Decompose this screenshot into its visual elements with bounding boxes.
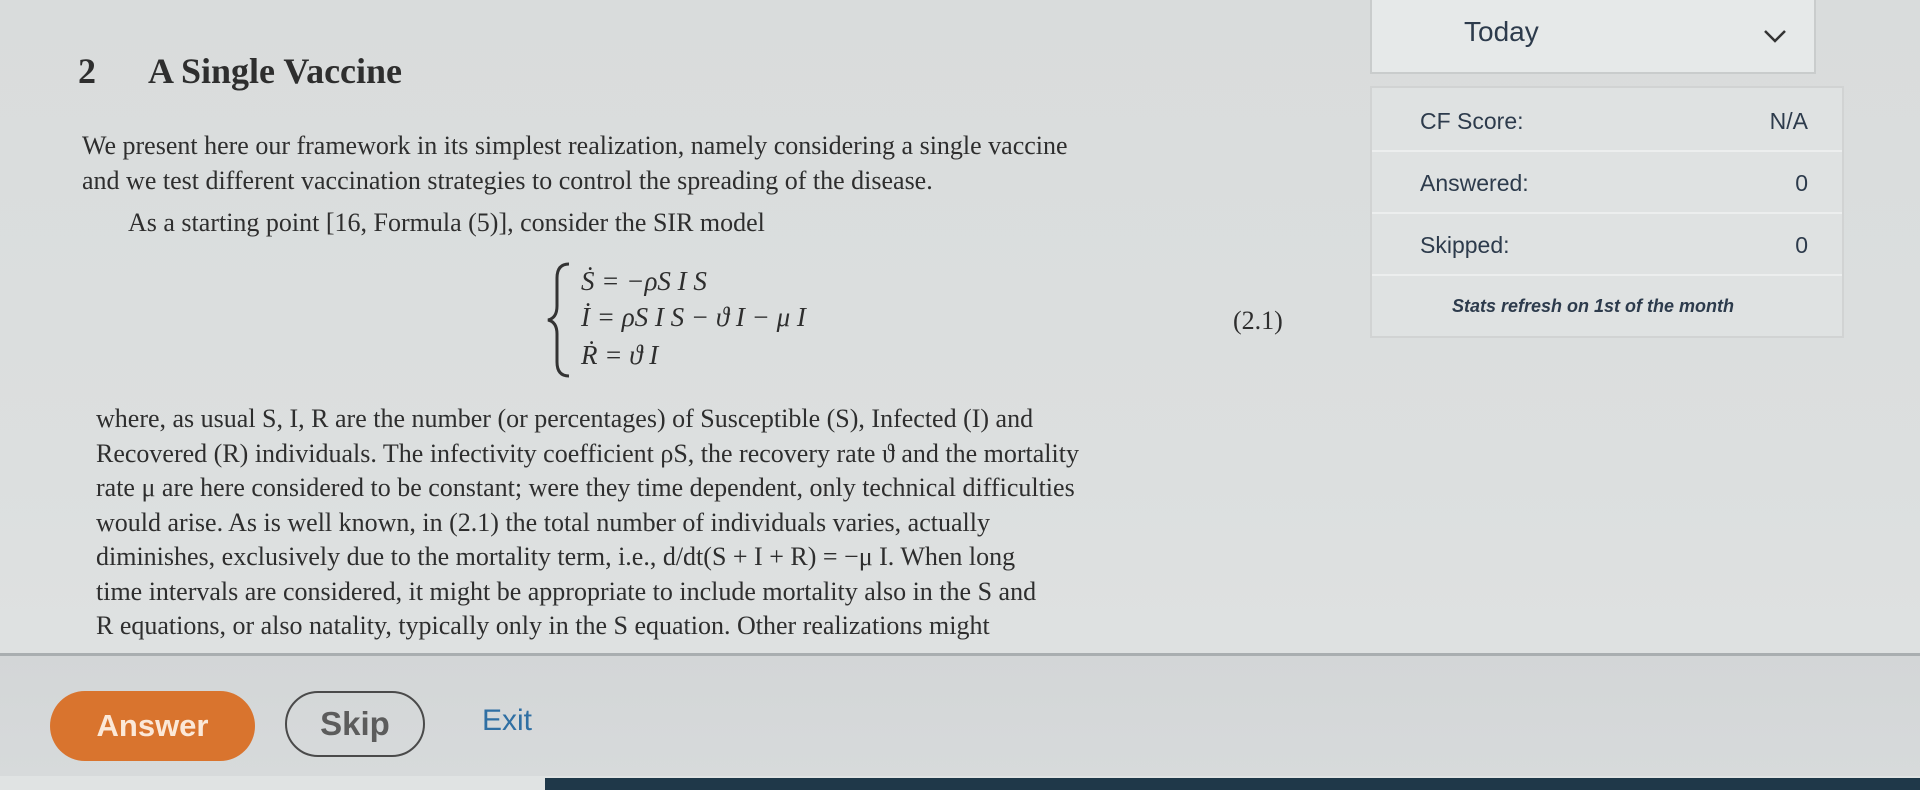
paragraph-line: rate μ are here considered to be constant; were they time dependent, only technical difficulties [96,473,1075,502]
left-brace-icon [545,262,575,378]
period-dropdown[interactable] [1370,0,1816,74]
equation-recovered: Ṙ = ϑ I [581,340,659,370]
answer-button[interactable]: Answer [50,691,255,761]
paragraph-line: time intervals are considered, it might be appropriate to include mortality also in the S and [96,576,1037,606]
stat-row-answered [1372,150,1842,214]
stat-label: Skipped: [1420,232,1510,258]
exit-link[interactable]: Exit [482,704,533,737]
stat-label: Answered: [1420,170,1529,196]
period-label: Today [1464,16,1539,47]
stat-value: 0 [1795,232,1808,258]
stat-row-cf-score [1372,88,1842,152]
paragraph-line: and we test different vaccination strategies to control the spreading of the disease. [82,166,933,195]
taskbar-strip [545,778,1920,790]
stat-value: N/A [1769,108,1808,134]
paragraph-line: We present here our framework in its simplest realization, namely considering a single vaccine [82,131,1068,160]
paragraph-intro [82,128,1068,198]
paragraph-line: Recovered (R) individuals. The infectivity coefficient ρS, the recovery rate ϑ and the mortality [96,438,1079,468]
stat-label: CF Score: [1420,108,1524,134]
stats-panel [1370,0,1842,335]
section-number: 2 [78,51,96,91]
paragraph-line: diminishes, exclusively due to the mortality term, i.e., d/dt(S + I + R) = −μ I. When long [96,542,1016,571]
equation-number: (2.1) [1233,306,1283,335]
paragraph-starting-point: As a starting point [16, Formula (5)], consider the SIR model [128,208,765,237]
paragraph-line: R equations, or also natality, typically only in the S equation. Other realizations might [96,611,990,640]
paragraph-line: would arise. As is well known, in (2.1) the total number of individuals varies, actually [96,507,990,537]
stats-box [1370,86,1844,338]
paragraph-explanation [96,402,1079,644]
paragraph-line: where, as usual S, I, R are the number (or percentages) of Susceptible (S), Infected (I) and [96,404,1034,433]
stats-refresh-note: Stats refresh on 1st of the month [1452,296,1735,316]
action-bar [0,656,1920,776]
equation-infected: İ = ρS I S − ϑ I − μ I [581,302,806,332]
equation-system [545,262,1305,382]
chevron-down-icon [1762,26,1788,46]
section-title: A Single Vaccine [148,51,403,91]
equation-susceptible: Ṡ = −ρS I S [581,266,707,296]
stat-row-skipped [1372,212,1842,276]
stat-value: 0 [1795,170,1808,196]
skip-button[interactable]: Skip [285,691,425,757]
